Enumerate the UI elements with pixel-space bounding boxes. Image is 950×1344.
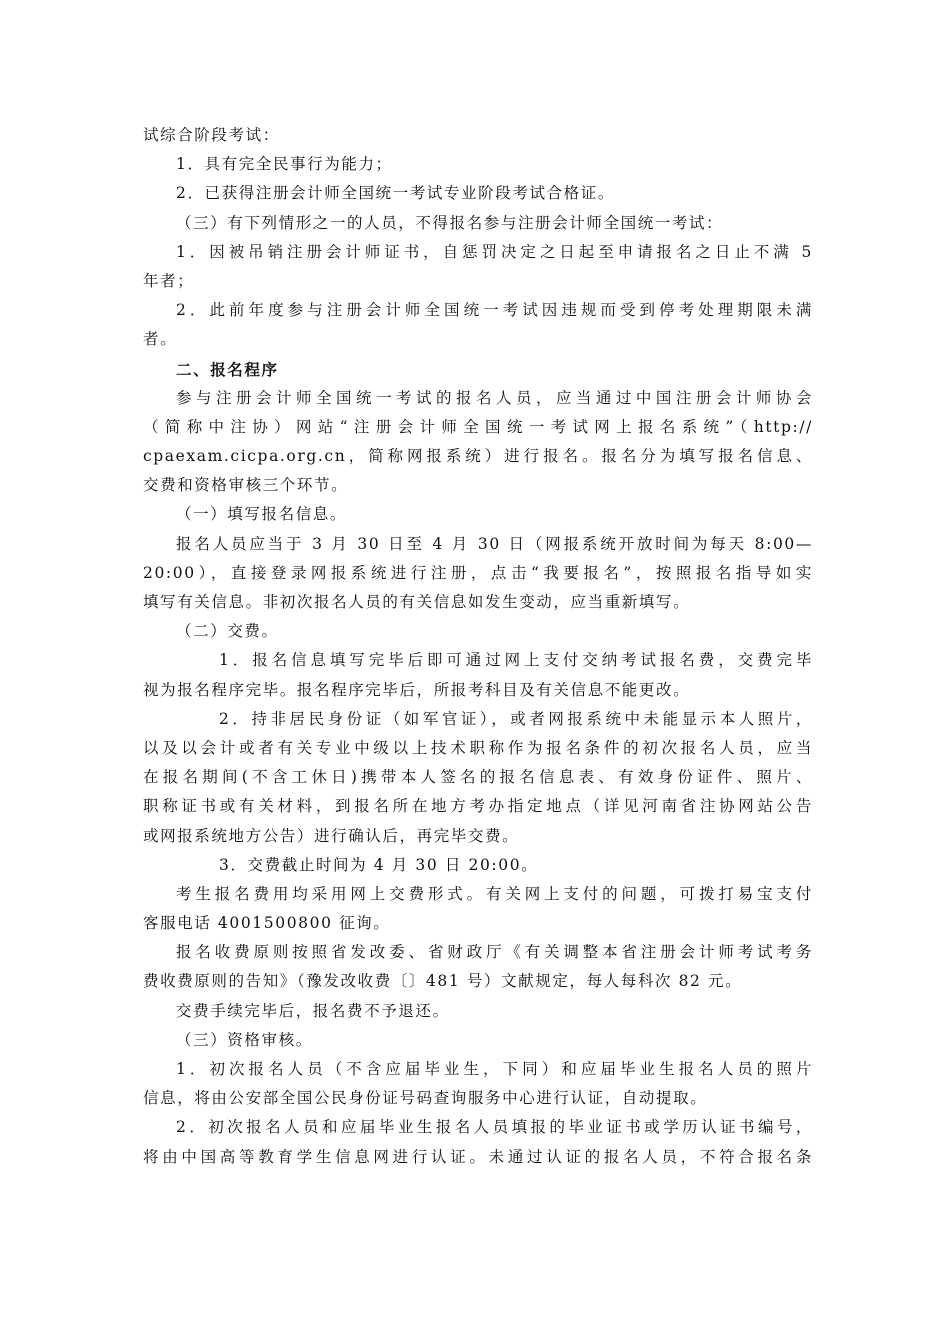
text-line: 交费和资格审核三个环节。 bbox=[143, 476, 349, 495]
text-line: 2．此前年度参与注册会计师全国统一考试因违规而受到停考处理期限未满 bbox=[176, 301, 813, 320]
text-line: 或网报系统地方公告）进行确认后，再完毕交费。 bbox=[143, 826, 520, 845]
text-line: 1．报名信息填写完毕后即可通过网上支付交纳考试报名费，交费完毕 bbox=[219, 651, 813, 670]
text-line: 职称证书或有关材料，到报名所在地方考办指定地点（详见河南省注协网站公告 bbox=[143, 797, 813, 816]
text-line: 1．具有完全民事行为能力； bbox=[176, 155, 393, 174]
text-line: 交费手续完毕后，报名费不予退还。 bbox=[176, 1001, 450, 1020]
text-line: 试综合阶段考试： bbox=[143, 126, 280, 144]
text-line: 在报名期间(不含工休日)携带本人签名的报名信息表、有效身份证件、照片、 bbox=[143, 768, 813, 787]
text-line: 者。 bbox=[143, 330, 178, 349]
text-line: 20:00），直接登录网报系统进行注册，点击“我要报名”，按照报名指导如实 bbox=[143, 563, 813, 582]
text-line: 2．初次报名人员和应届毕业生报名人员填报的毕业证书或学历认证书编号， bbox=[176, 1118, 813, 1137]
text-line: 2．持非居民身份证（如军官证），或者网报系统中未能显示本人照片， bbox=[219, 709, 813, 728]
text-line: 视为报名程序完毕。报名程序完毕后，所报考科目及有关信息不能更改。 bbox=[143, 680, 691, 699]
text-line: 2．已获得注册会计师全国统一考试专业阶段考试合格证。 bbox=[176, 184, 615, 203]
section-heading: 二、报名程序 bbox=[176, 359, 279, 379]
text-line: 考生报名费用均采用网上交费形式。有关网上支付的问题，可拨打易宝支付 bbox=[176, 884, 813, 903]
text-line: cpaexam.cicpa.org.cn，简称网报系统）进行报名。报名分为填写报名信息、 bbox=[143, 447, 813, 466]
text-line: （二）交费。 bbox=[176, 622, 279, 641]
text-line: 3．交费截止时间为 4 月 30 日 20:00。 bbox=[219, 855, 539, 874]
text-line: （三）资格审核。 bbox=[176, 1030, 313, 1049]
text-line: 报名收费原则按照省发改委、省财政厅《有关调整本省注册会计师考试考务 bbox=[176, 943, 813, 962]
text-line: 填写有关信息。非初次报名人员的有关信息如发生变动，应当重新填写。 bbox=[143, 593, 691, 611]
text-line: 将由中国高等教育学生信息网进行认证。未通过认证的报名人员，不符合报名条 bbox=[143, 1147, 813, 1166]
text-line: 1．初次报名人员（不含应届毕业生，下同）和应届毕业生报名人员的照片 bbox=[176, 1060, 813, 1078]
text-line: 1．因被吊销注册会计师证书，自惩罚决定之日起至申请报名之日止不满 5 bbox=[176, 242, 813, 261]
text-line: 信息，将由公安部全国公民身份证号码查询服务中心进行认证，自动提取。 bbox=[143, 1089, 708, 1108]
text-line: 费收费原则的告知》（豫发改收费〔〕481 号）文献规定，每人每科次 82 元。 bbox=[143, 972, 743, 991]
text-line: 以及以会计或者有关专业中级以上技术职称作为报名条件的初次报名人员，应当 bbox=[143, 738, 813, 757]
text-line: （三）有下列情形之一的人员，不得报名参与注册会计师全国统一考试： bbox=[176, 213, 724, 232]
text-line: 客服电话 4001500800 征询。 bbox=[143, 914, 391, 933]
text-line: 年者； bbox=[143, 271, 195, 290]
text-line: （简称中注协）网站“注册会计师全国统一考试网上报名系统”（http:// bbox=[143, 417, 813, 436]
document-body bbox=[143, 121, 813, 1172]
text-line: 报名人员应当于 3 月 30 日至 4 月 30 日（网报系统开放时间为每天 8:00— bbox=[176, 534, 813, 553]
text-line: （一）填写报名信息。 bbox=[176, 505, 348, 524]
text-line: 参与注册会计师全国统一考试的报名人员，应当通过中国注册会计师协会 bbox=[176, 388, 813, 407]
